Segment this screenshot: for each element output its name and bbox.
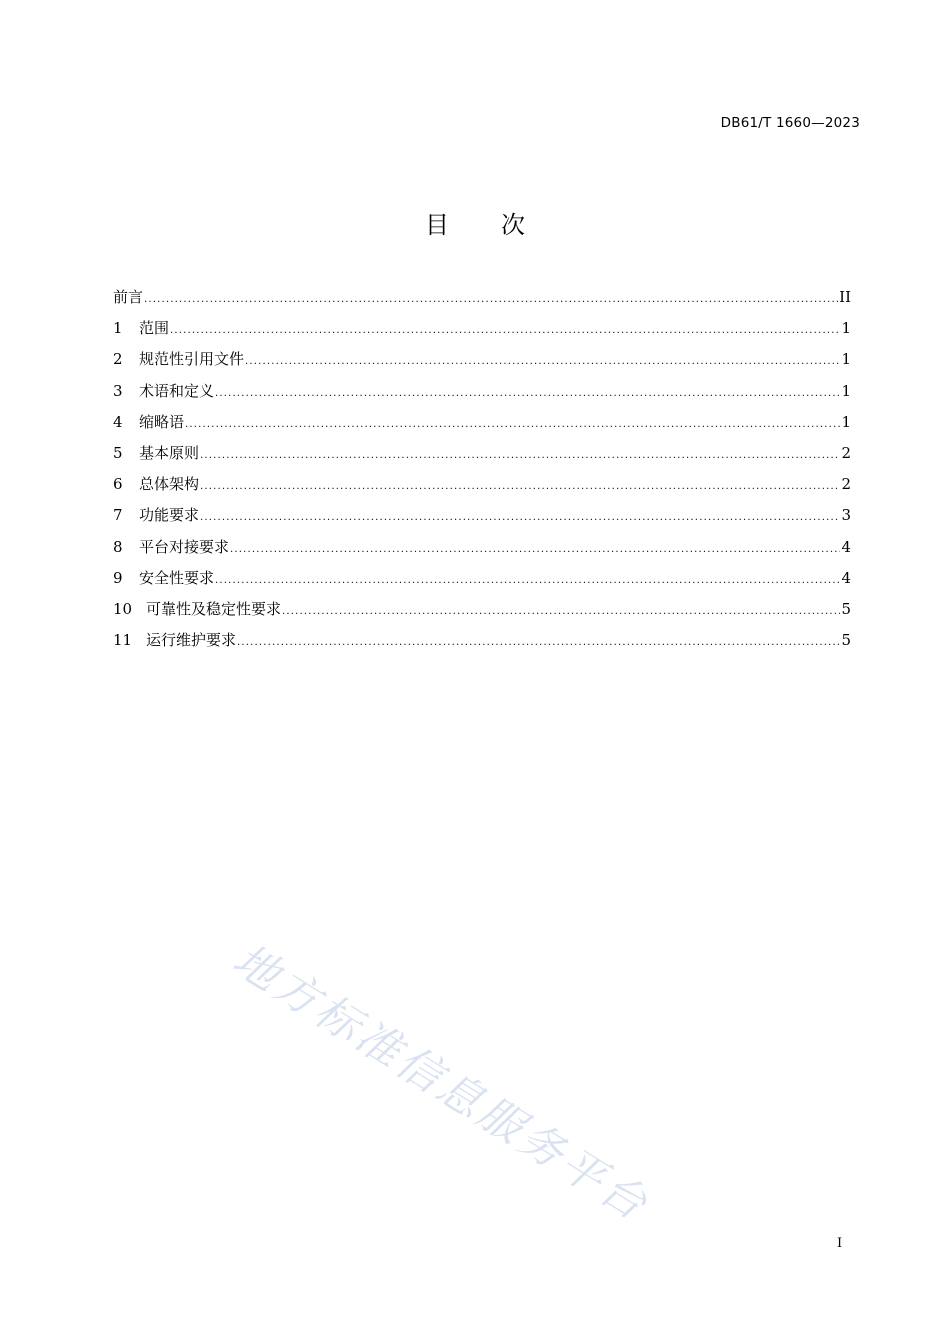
title-char-1: 目	[425, 211, 449, 239]
toc-entry-page: 2	[841, 475, 851, 494]
toc-entry-number: 5	[113, 443, 123, 462]
toc-entry-label: 前言	[113, 288, 144, 306]
toc-entry-4[interactable]	[113, 411, 851, 442]
page-title	[0, 205, 950, 240]
toc-entry-number: 3	[113, 381, 123, 400]
toc-entry-5[interactable]	[113, 442, 851, 473]
toc-leader	[200, 476, 840, 498]
toc-entry-number: 9	[113, 568, 123, 587]
toc-leader	[144, 289, 838, 311]
toc-entry-2[interactable]	[113, 348, 851, 379]
table-of-contents	[113, 286, 851, 660]
toc-entry-foreword[interactable]	[113, 286, 851, 317]
toc-entry-label: 平台对接要求	[139, 537, 230, 556]
toc-entry-label: 缩略语	[139, 412, 185, 431]
toc-entry-page: 1	[841, 381, 851, 400]
toc-entry-number: 2	[113, 350, 123, 369]
toc-leader	[170, 320, 840, 342]
toc-entry-page: 5	[841, 631, 851, 650]
toc-entry-6[interactable]	[113, 473, 851, 504]
page-number: I	[837, 1236, 843, 1251]
toc-leader	[215, 570, 840, 592]
toc-leader	[200, 507, 840, 529]
toc-entry-8[interactable]	[113, 536, 851, 567]
toc-entry-label: 基本原则	[139, 443, 200, 462]
toc-entry-11[interactable]	[113, 629, 851, 660]
toc-entry-number: 10	[113, 599, 133, 618]
toc-entry-page: 1	[841, 319, 851, 338]
toc-entry-9[interactable]	[113, 567, 851, 598]
toc-entry-number: 8	[113, 537, 123, 556]
toc-entry-page: 1	[841, 412, 851, 431]
toc-leader	[282, 601, 840, 623]
toc-entry-3[interactable]	[113, 380, 851, 411]
toc-entry-label: 术语和定义	[139, 381, 215, 400]
toc-leader	[237, 632, 840, 654]
toc-entry-label: 运行维护要求	[146, 631, 237, 650]
toc-entry-7[interactable]	[113, 504, 851, 535]
toc-leader	[215, 383, 840, 405]
toc-leader	[245, 351, 840, 373]
toc-entry-page: 4	[841, 568, 851, 587]
toc-entry-number: 6	[113, 475, 123, 494]
toc-entry-number: 7	[113, 506, 123, 525]
standard-code: DB61/T 1660—2023	[720, 115, 860, 131]
toc-entry-page: 3	[841, 506, 851, 525]
toc-entry-page: 5	[841, 599, 851, 618]
toc-entry-10[interactable]	[113, 598, 851, 629]
toc-entry-label: 总体架构	[139, 475, 200, 494]
toc-entry-label: 安全性要求	[139, 568, 215, 587]
toc-entry-label: 功能要求	[139, 506, 200, 525]
toc-leader	[200, 445, 840, 467]
toc-leader	[185, 414, 840, 436]
toc-entry-page: II	[839, 288, 851, 306]
toc-entry-number: 11	[113, 631, 133, 650]
title-char-2: 次	[501, 211, 525, 239]
toc-entry-number: 1	[113, 319, 123, 338]
watermark: 地方标准信息服务平台	[224, 934, 659, 1232]
toc-entry-page: 2	[841, 443, 851, 462]
toc-entry-1[interactable]	[113, 317, 851, 348]
toc-entry-label: 规范性引用文件	[139, 350, 245, 369]
toc-entry-page: 1	[841, 350, 851, 369]
toc-entry-page: 4	[841, 537, 851, 556]
toc-leader	[230, 539, 840, 561]
toc-entry-label: 可靠性及稳定性要求	[146, 599, 282, 618]
toc-entry-number: 4	[113, 412, 123, 431]
toc-entry-label: 范围	[139, 319, 170, 338]
